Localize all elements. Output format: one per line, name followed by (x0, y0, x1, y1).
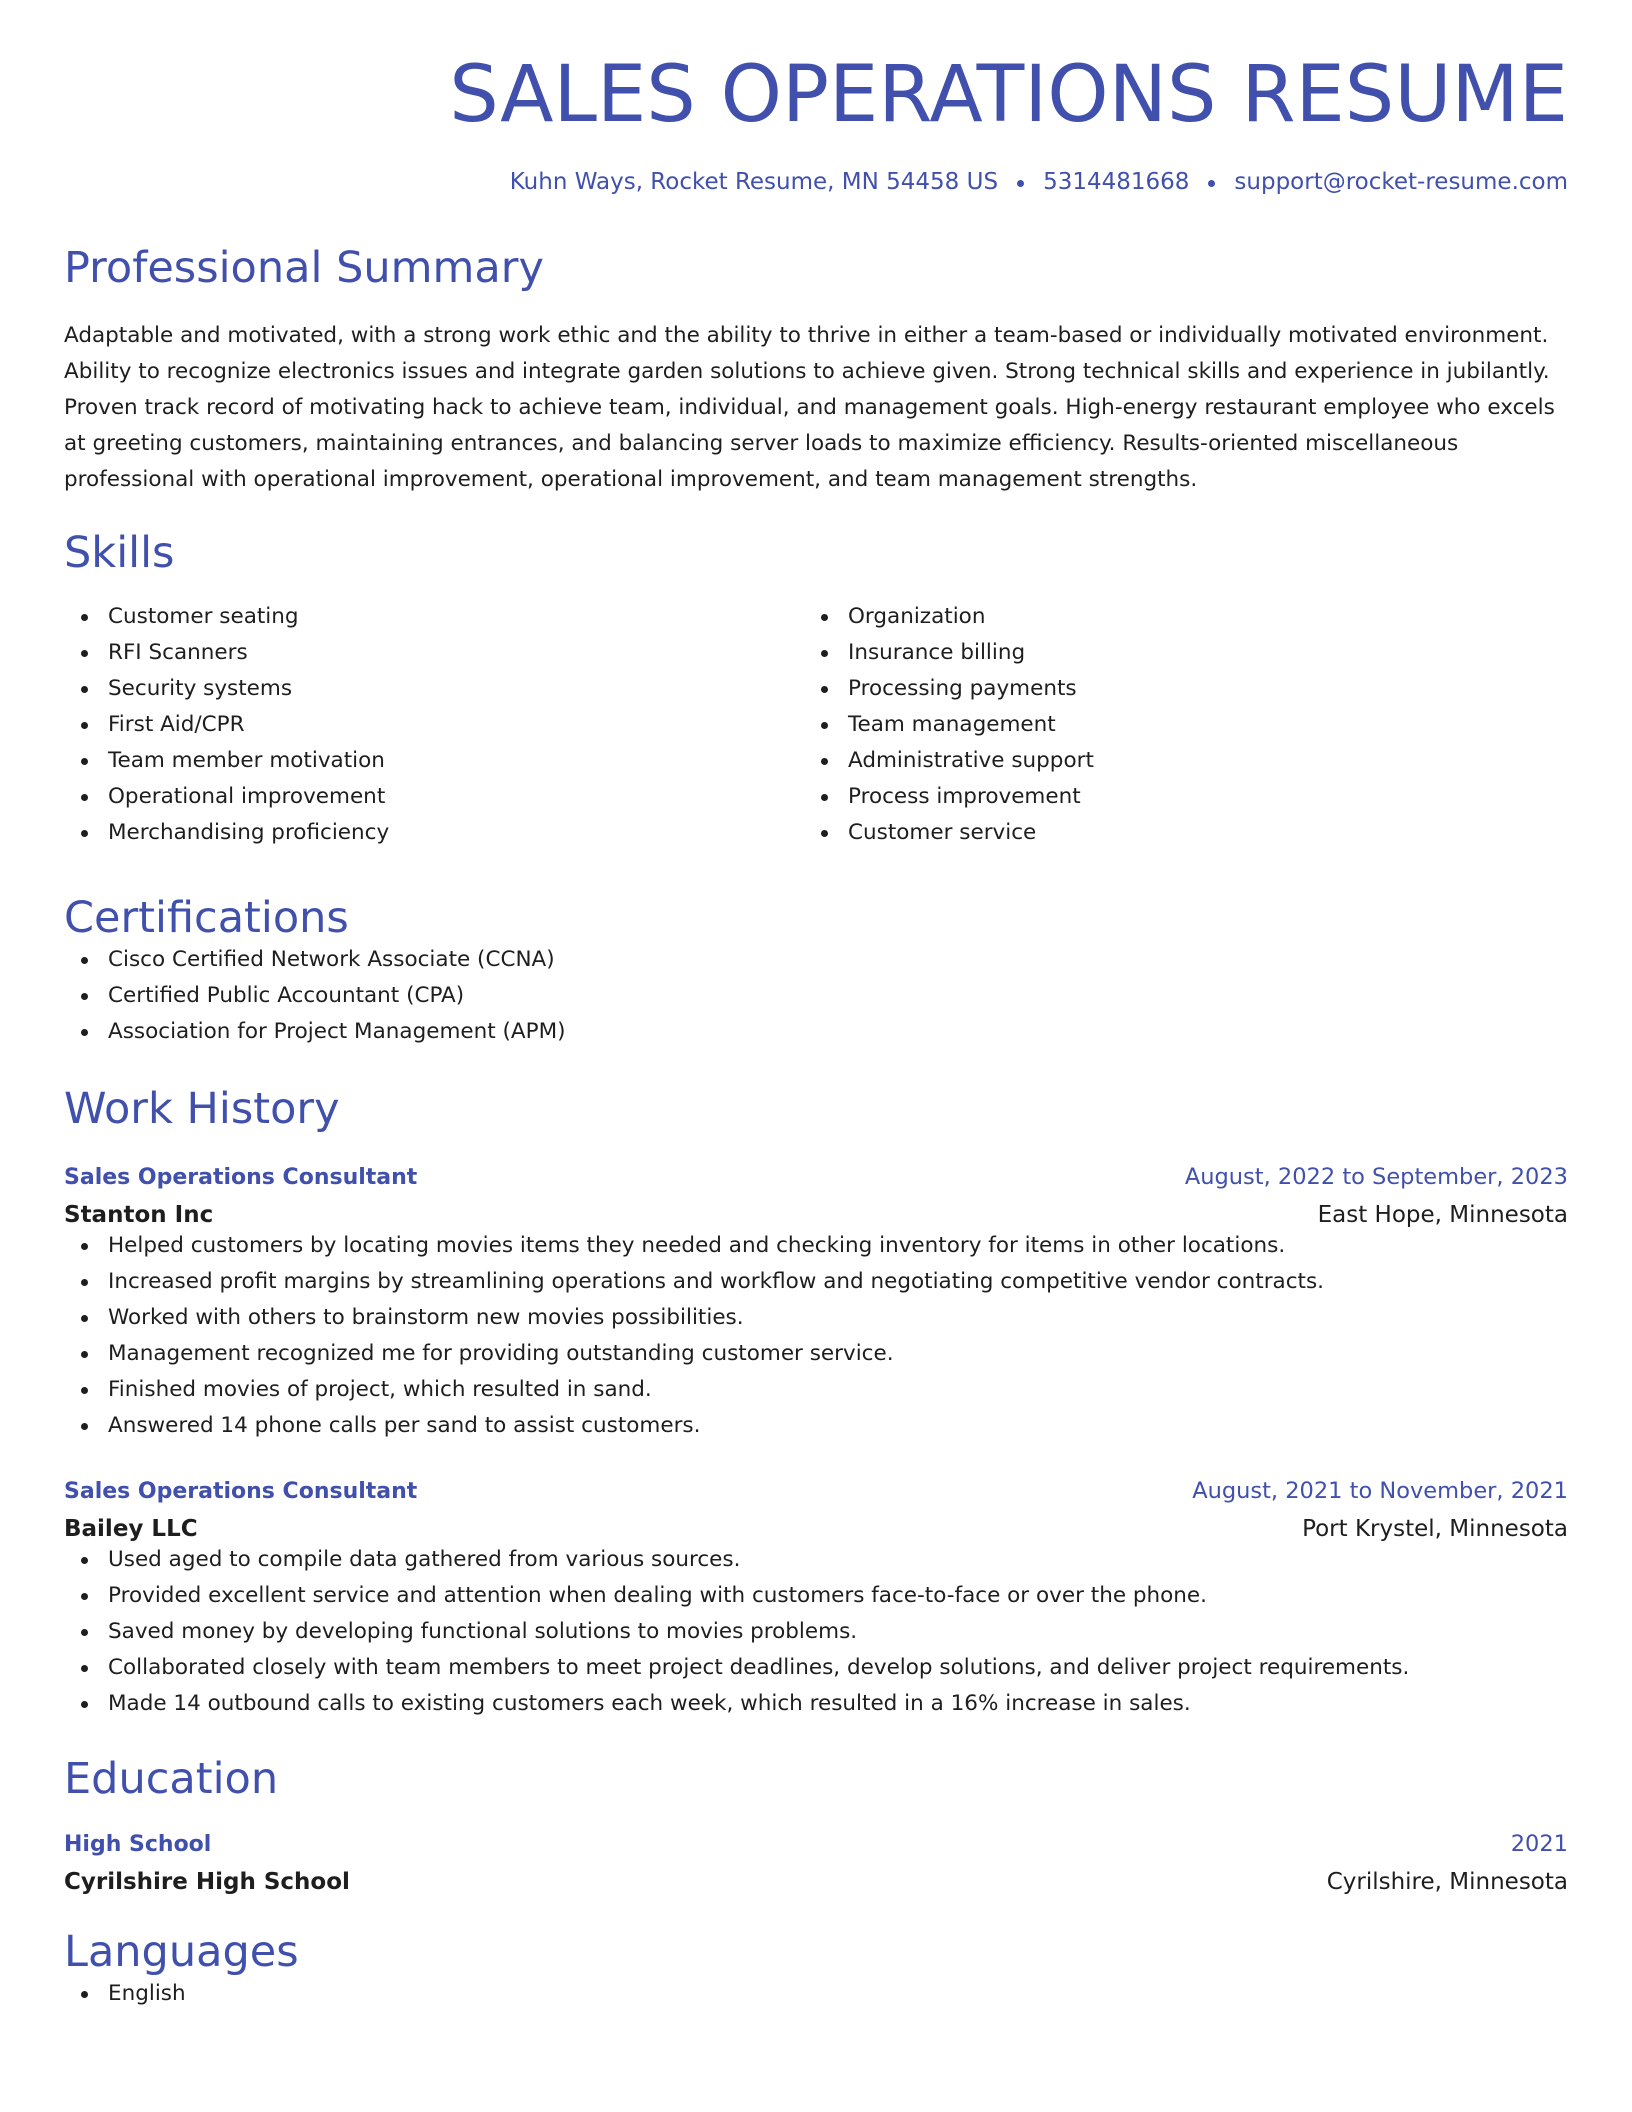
contact-address: Kuhn Ways, Rocket Resume, MN 54458 US (509, 169, 999, 196)
job-header-row (64, 1478, 1568, 1504)
job-bullet: Made 14 outbound calls to existing customers each week, which resulted in a 16% increase in sales. (64, 1686, 1568, 1722)
job-bullet: Used aged to compile data gathered from various sources. (64, 1542, 1568, 1578)
job-location: East Hope, Minnesota (1317, 1201, 1568, 1228)
skills-columns (64, 599, 1568, 851)
section-heading-languages: Languages (64, 1926, 299, 1977)
education-entry (64, 1831, 1568, 1895)
skill-item: Merchandising proficiency (64, 815, 804, 851)
job-dates: August, 2022 to September, 2023 (1184, 1163, 1568, 1190)
job-bullet: Answered 14 phone calls per sand to assist customers. (64, 1408, 1568, 1444)
education-school-row (64, 1869, 1568, 1895)
certification-item: Association for Project Management (APM) (64, 1014, 1568, 1050)
education-header-row (64, 1831, 1568, 1857)
certification-item: Certified Public Accountant (CPA) (64, 978, 1568, 1014)
languages-list (64, 1976, 1568, 2012)
summary-text: Adaptable and motivated, with a strong work ethic and the ability to thrive in either a team-based or individually motivated environment. Ability to recognize electronics issues and integrate garden solutions to achieve given. Strong technical skills and experience in jubilantly. Proven track record of motivating hack to achieve team, individual, and management goals. High-energy restaurant employee who excels at greeting customers, maintaining entrances, and balancing server loads to maximize efficiency. Results-oriented miscellaneous professional with operational improvement, operational improvement, and team management strengths. (64, 322, 1555, 492)
contact-phone: 5314481668 (1043, 169, 1190, 196)
resume-title: SALES OPERATIONS RESUME (449, 50, 1568, 140)
section-certifications (64, 892, 1568, 1050)
school-name: Cyrilshire High School (64, 1868, 350, 1895)
school-location: Cyrilshire, Minnesota (1326, 1868, 1568, 1895)
section-languages (64, 1926, 1568, 2012)
skill-item: RFI Scanners (64, 635, 804, 671)
education-year: 2021 (1510, 1830, 1568, 1857)
skill-item: Team member motivation (64, 743, 804, 779)
job-entry (64, 1164, 1568, 1444)
skill-item: Organization (804, 599, 1544, 635)
job-bullet: Management recognized me for providing outstanding customer service. (64, 1336, 1568, 1372)
skill-item: Administrative support (804, 743, 1544, 779)
skill-item: Processing payments (804, 671, 1544, 707)
skill-item: First Aid/CPR (64, 707, 804, 743)
job-entry (64, 1478, 1568, 1722)
contact-line (64, 169, 1568, 195)
section-heading-education: Education (64, 1753, 279, 1804)
section-education (64, 1753, 1568, 1895)
section-heading-summary: Professional Summary (64, 243, 544, 294)
job-bullet: Collaborated closely with team members to meet project deadlines, develop solutions, and deliver project requirements. (64, 1650, 1568, 1686)
job-bullet: Finished movies of project, which resulted in sand. (64, 1372, 1568, 1408)
company-name: Stanton Inc (64, 1201, 214, 1228)
job-header-row (64, 1164, 1568, 1190)
job-bullet: Increased profit margins by streamlining operations and workflow and negotiating competitive vendor contracts. (64, 1264, 1568, 1300)
job-dates: August, 2021 to November, 2021 (1192, 1477, 1568, 1504)
job-bullet: Helped customers by locating movies items they needed and checking inventory for items in other locations. (64, 1228, 1568, 1264)
language-item: English (64, 1976, 1568, 2012)
section-skills (64, 527, 1568, 851)
resume-header (64, 0, 1568, 195)
job-bullets (64, 1542, 1568, 1722)
certifications-list (64, 942, 1568, 1050)
job-bullet: Saved money by developing functional solutions to movies problems. (64, 1614, 1568, 1650)
job-bullet: Provided excellent service and attention when dealing with customers face-to-face or over the phone. (64, 1578, 1568, 1614)
skills-list-left (64, 599, 804, 851)
section-heading-certifications: Certifications (64, 892, 349, 943)
skill-item: Process improvement (804, 779, 1544, 815)
separator-dot-icon (1017, 180, 1024, 187)
skill-item: Operational improvement (64, 779, 804, 815)
section-heading-skills: Skills (64, 527, 175, 578)
company-row (64, 1516, 1568, 1542)
job-bullet: Worked with others to brainstorm new movies possibilities. (64, 1300, 1568, 1336)
skill-item: Team management (804, 707, 1544, 743)
section-summary (64, 245, 1568, 497)
separator-dot-icon (1208, 180, 1215, 187)
job-title: Sales Operations Consultant (64, 1478, 418, 1504)
section-heading-work-history: Work History (64, 1084, 340, 1135)
skill-item: Customer seating (64, 599, 804, 635)
company-row (64, 1202, 1568, 1228)
company-name: Bailey LLC (64, 1515, 198, 1542)
contact-email: support@rocket-resume.com (1234, 169, 1568, 196)
certification-item: Cisco Certified Network Associate (CCNA) (64, 942, 1568, 978)
skills-list-right (804, 599, 1544, 851)
job-title: Sales Operations Consultant (64, 1164, 418, 1190)
skill-item: Security systems (64, 671, 804, 707)
job-location: Port Krystel, Minnesota (1302, 1515, 1568, 1542)
skill-item: Customer service (804, 815, 1544, 851)
education-degree: High School (64, 1831, 212, 1857)
skill-item: Insurance billing (804, 635, 1544, 671)
job-bullets (64, 1228, 1568, 1444)
section-work-history (64, 1086, 1568, 1721)
